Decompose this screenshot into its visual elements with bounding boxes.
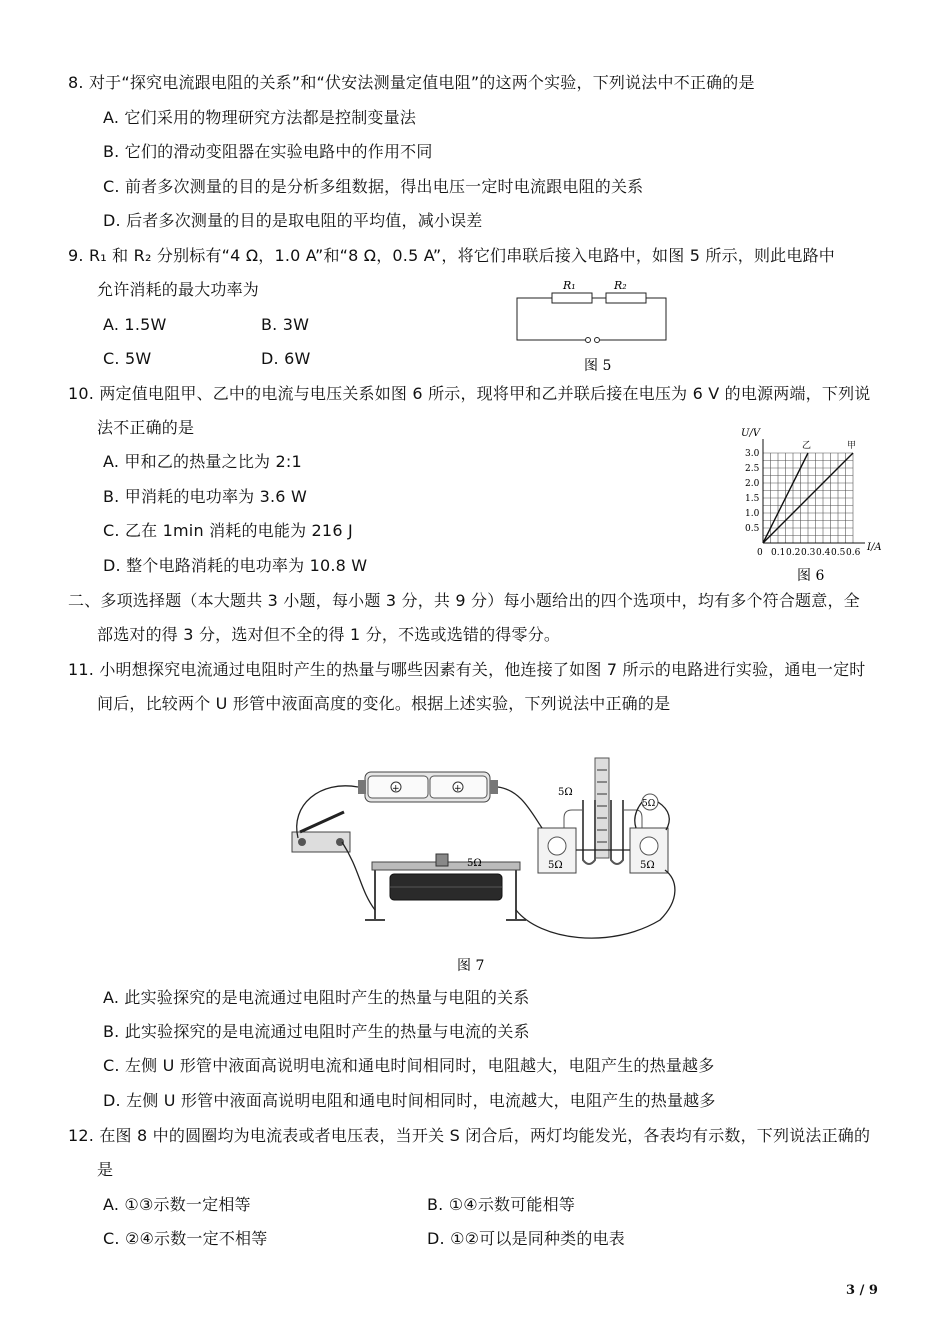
y-tick-label: 1.0 xyxy=(745,509,760,519)
svg-text:+: + xyxy=(392,784,400,794)
figure-5-caption: 图 5 xyxy=(584,358,612,374)
page-number: 3 / 9 xyxy=(846,1283,878,1298)
y-axis-label: U/V xyxy=(741,428,761,439)
q11-stem-line2: 间后，比较两个 U 形管中液面高度的变化。根据上述实验，下列说法中正确的是 xyxy=(97,694,671,713)
q12-option-a: A. ①③示数一定相等 xyxy=(103,1195,251,1214)
x-tick-label: 0.3 xyxy=(801,548,816,558)
q9-option-c: C. 5W xyxy=(103,349,152,368)
figure-5-circuit xyxy=(510,278,675,376)
q8-option-d: D. 后者多次测量的目的是取电阻的平均值，减小误差 xyxy=(103,211,483,230)
q9-option-d: D. 6W xyxy=(261,349,311,368)
q12-stem-line1: 12. 在图 8 中的圆圈均为电流表或者电压表，当开关 S 闭合后，两灯均能发光，各表均有示数，下列说法正确的 xyxy=(68,1126,871,1145)
q12-option-d: D. ①②可以是同种类的电表 xyxy=(427,1229,625,1248)
terminal xyxy=(595,338,600,343)
section2-heading-line1: 二、多项选择题（本大题共 3 小题，每小题 3 分，共 9 分）每小题给出的四个选项中，均有多个符合题意，全 xyxy=(68,591,860,610)
svg-text:+: + xyxy=(454,784,462,794)
right-container xyxy=(630,828,668,873)
rheostat-label: 5Ω xyxy=(467,858,482,869)
r1-resistor xyxy=(552,293,592,303)
q11-option-d: D. 左侧 U 形管中液面高说明电阻和通电时间相同时，电流越大，电阻产生的热量越多 xyxy=(103,1091,716,1110)
q10-option-c: C. 乙在 1min 消耗的电能为 216 J xyxy=(103,521,353,540)
q10-option-a: A. 甲和乙的热量之比为 2:1 xyxy=(103,452,302,471)
q9-option-a: A. 1.5W xyxy=(103,315,167,334)
q11-option-a: A. 此实验探究的是电流通过电阻时产生的热量与电阻的关系 xyxy=(103,988,530,1007)
x-tick-label: 0.6 xyxy=(846,548,861,558)
q12-stem-line2: 是 xyxy=(97,1160,114,1179)
knife-switch xyxy=(292,812,350,852)
q11-stem-line1: 11. 小明想探究电流通过电阻时产生的热量与哪些因素有关，他连接了如图 7 所示的电路进行实验，通电一定时 xyxy=(68,660,866,679)
x-tick-label: 0.4 xyxy=(816,548,831,558)
r1-label: R₁ xyxy=(563,279,576,292)
left-container-label: 5Ω xyxy=(548,860,563,871)
q8-stem: 8. 对于“探究电流跟电阻的关系”和“伏安法测量定值电阻”的这两个实验，下列说法中不正确的是 xyxy=(68,73,755,92)
x-tick-label: 0.5 xyxy=(831,548,846,558)
q12-option-c: C. ②④示数一定不相等 xyxy=(103,1229,268,1248)
x-tick-label: 0.2 xyxy=(786,548,801,558)
q11-option-c: C. 左侧 U 形管中液面高说明电流和通电时间相同时，电阻越大，电阻产生的热量越多 xyxy=(103,1056,715,1075)
y-tick-label: 0.5 xyxy=(745,524,760,534)
top-resistor-label: 5Ω xyxy=(558,787,573,798)
r2-label: R₂ xyxy=(614,279,627,292)
q12-option-b: B. ①④示数可能相等 xyxy=(427,1195,576,1214)
rheostat xyxy=(365,854,526,920)
y-tick-label: 1.5 xyxy=(745,494,760,504)
figure-6-chart xyxy=(735,420,885,588)
q8-option-a: A. 它们采用的物理研究方法都是控制变量法 xyxy=(103,108,417,127)
q8-option-c: C. 前者多次测量的目的是分析多组数据，得出电压一定时电流跟电阻的关系 xyxy=(103,177,644,196)
battery xyxy=(358,772,498,802)
y-tick-label: 3.0 xyxy=(745,449,760,459)
figure-7-caption: 图 7 xyxy=(457,958,485,974)
figure-6-caption: 图 6 xyxy=(797,568,825,584)
right-container-label: 5Ω xyxy=(640,860,655,871)
q10-option-d: D. 整个电路消耗的电功率为 10.8 W xyxy=(103,556,368,575)
y-tick-label: 2.5 xyxy=(745,464,760,474)
q10-stem-line1: 10. 两定值电阻甲、乙中的电流与电压关系如图 6 所示，现将甲和乙并联后接在电压为 6 V 的电源两端，下列说 xyxy=(68,384,871,403)
x-axis-label: I/A xyxy=(867,542,882,553)
q9-stem-line2: 允许消耗的最大功率为 xyxy=(97,280,260,299)
x-tick-label: 0.1 xyxy=(771,548,786,558)
q10-option-b: B. 甲消耗的电功率为 3.6 W xyxy=(103,487,307,506)
parallel-resistor xyxy=(642,794,658,810)
q10-stem-line2: 法不正确的是 xyxy=(97,418,195,437)
series-label: 甲 xyxy=(847,441,857,451)
section2-heading-line2: 部选对的得 3 分，选对但不全的得 1 分，不选或选错的得零分。 xyxy=(97,625,561,644)
x-tick-label: 0 xyxy=(757,548,763,558)
parallel-resistor-label: 5Ω xyxy=(642,799,656,809)
q9-stem-line1: 9. R₁ 和 R₂ 分别标有“4 Ω，1.0 A”和“8 Ω，0.5 A”，将它们串联后接入电路中，如图 5 所示，则此电路中 xyxy=(68,246,835,265)
left-container xyxy=(538,828,576,873)
q8-option-b: B. 它们的滑动变阻器在实验电路中的作用不同 xyxy=(103,142,433,161)
y-tick-label: 2.0 xyxy=(745,479,760,489)
terminal xyxy=(586,338,591,343)
series-label: 乙 xyxy=(802,441,812,451)
q9-option-b: B. 3W xyxy=(261,315,310,334)
q11-option-b: B. 此实验探究的是电流通过电阻时产生的热量与电流的关系 xyxy=(103,1022,530,1041)
r2-resistor xyxy=(606,293,646,303)
figure-7-apparatus xyxy=(280,750,690,978)
